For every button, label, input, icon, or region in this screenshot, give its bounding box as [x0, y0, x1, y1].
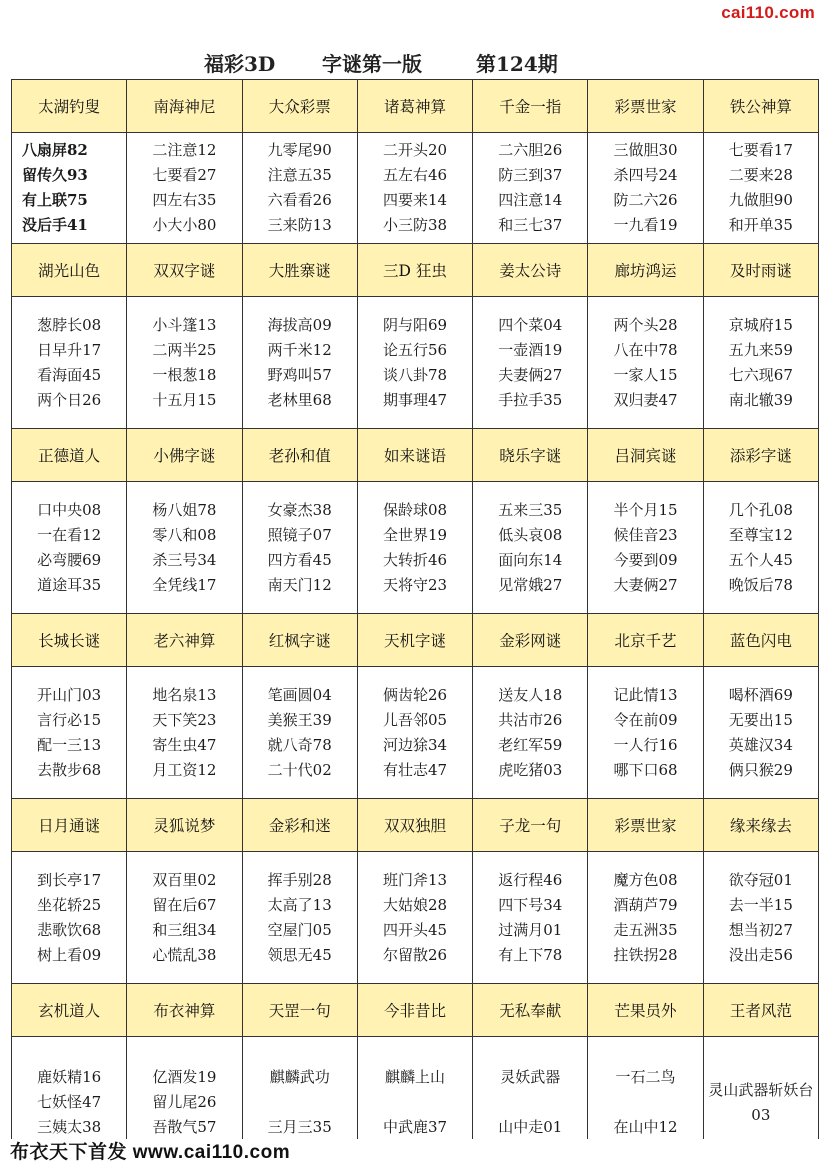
riddle-line: 尔留散26 — [382, 945, 448, 964]
expert-name-cell: 南海神尼 — [127, 80, 242, 133]
riddle-line: 杀三号34 — [152, 550, 217, 569]
riddle-line: 南天门12 — [267, 575, 332, 594]
riddle-line: 海拔高09 — [267, 315, 332, 334]
expert-name-cell: 玄机道人 — [12, 984, 127, 1037]
riddle-cell — [703, 482, 818, 614]
riddle-line: 有上下78 — [498, 945, 563, 964]
riddle-line: 八扇屏82 — [22, 141, 88, 159]
riddle-cell — [242, 482, 357, 614]
riddle-cell — [588, 667, 703, 799]
riddle-line: 四下号34 — [498, 895, 563, 914]
expert-name-cell: 天罡一句 — [242, 984, 357, 1037]
expert-name-cell: 大众彩票 — [242, 80, 357, 133]
riddle-line: 四开头45 — [382, 920, 448, 939]
expert-name-cell: 双双字谜 — [127, 244, 242, 297]
riddle-line: 五左右46 — [382, 166, 448, 184]
expert-name-cell: 金彩网谜 — [473, 614, 588, 667]
riddle-line: 无要出15 — [728, 710, 793, 729]
riddle-line: 手拉手35 — [498, 390, 563, 409]
expert-name-cell: 日月通谜 — [12, 799, 127, 852]
riddle-line: 必弯腰69 — [37, 550, 102, 569]
riddle-line: 双百里02 — [152, 870, 217, 889]
riddle-line: 灵山武器斩妖台03 — [708, 1080, 814, 1124]
header-row — [12, 80, 819, 133]
expert-name-cell: 子龙一句 — [473, 799, 588, 852]
riddle-line: 三做胆30 — [613, 141, 678, 159]
riddle-line: 八在中78 — [613, 340, 678, 359]
header-row — [12, 984, 819, 1037]
lottery-name: 福彩3D — [204, 52, 276, 76]
expert-name-cell: 今非昔比 — [357, 984, 472, 1037]
riddle-row — [12, 297, 819, 429]
header-row — [12, 614, 819, 667]
riddle-line: 悲歌饮68 — [37, 920, 102, 939]
riddle-cell — [242, 133, 357, 244]
riddle-line: 五来三35 — [498, 500, 563, 519]
expert-name-cell: 王者风范 — [703, 984, 818, 1037]
riddle-line: 七要看27 — [152, 166, 217, 184]
riddle-line: 返行程46 — [498, 870, 563, 889]
riddle-line: 就八奇78 — [267, 735, 332, 754]
riddle-cell — [12, 133, 127, 244]
riddle-line: 一根葱18 — [152, 365, 217, 384]
riddle-line: 儿吾邻05 — [382, 710, 448, 729]
riddle-line: 寄生虫47 — [152, 735, 217, 754]
riddle-cell — [473, 297, 588, 429]
riddle-line: 一九看19 — [613, 216, 678, 234]
riddle-line: 四方看45 — [267, 550, 332, 569]
riddle-line: 二注意12 — [152, 141, 217, 159]
riddle-line: 候佳音23 — [613, 525, 678, 544]
riddle-line: 今要到09 — [613, 550, 678, 569]
riddle-line: 四左右35 — [152, 191, 217, 209]
expert-name-cell: 晓乐字谜 — [473, 429, 588, 482]
riddle-cell — [242, 667, 357, 799]
footer-brand: 布衣天下首发 www.cai110.com — [10, 1142, 291, 1163]
expert-name-cell: 芒果员外 — [588, 984, 703, 1037]
riddle-line: 天将守23 — [382, 575, 448, 594]
riddle-line: 照镜子07 — [267, 525, 332, 544]
expert-name-cell: 铁公神算 — [703, 80, 818, 133]
riddle-line: 心慌乱38 — [152, 945, 217, 964]
riddle-cell — [703, 297, 818, 429]
riddle-line: 注意五35 — [267, 166, 332, 184]
riddle-line: 九做胆90 — [728, 191, 793, 209]
riddle-line: 大妻俩27 — [613, 575, 678, 594]
riddle-cell — [127, 482, 242, 614]
expert-name-cell: 添彩字谜 — [703, 429, 818, 482]
riddle-line: 六看看26 — [267, 191, 332, 209]
riddle-line: 俩齿轮26 — [382, 685, 448, 704]
riddle-line: 至尊宝12 — [728, 525, 793, 544]
riddle-line: 有壮志47 — [382, 760, 448, 779]
riddle-line: 太高了13 — [267, 895, 332, 914]
riddle-line: 河边狳34 — [382, 735, 448, 754]
riddle-line: 没出走56 — [728, 945, 793, 964]
riddle-line: 七要看17 — [728, 141, 793, 159]
riddle-line: 留儿尾26 — [152, 1093, 217, 1111]
riddle-line: 日早升17 — [37, 340, 102, 359]
issue-title — [0, 44, 827, 80]
riddle-line: 几个孔08 — [728, 500, 793, 519]
riddle-line: 九零尾90 — [267, 141, 332, 159]
expert-name-cell: 彩票世家 — [588, 80, 703, 133]
riddle-line: 哪下口68 — [613, 760, 678, 779]
expert-name-cell: 红枫字谜 — [242, 614, 357, 667]
riddle-cell — [12, 667, 127, 799]
riddle-line: 谈八卦78 — [382, 365, 448, 384]
riddle-cell — [127, 852, 242, 984]
riddle-line: 留在后67 — [152, 895, 217, 914]
riddle-line: 共沽市26 — [498, 710, 563, 729]
expert-name-cell: 缘来缘去 — [703, 799, 818, 852]
expert-name-cell: 布衣神算 — [127, 984, 242, 1037]
riddle-line: 欲夺冠01 — [728, 870, 793, 889]
riddle-cell — [127, 133, 242, 244]
expert-name-cell: 老六神算 — [127, 614, 242, 667]
expert-name-cell: 三D 狂虫 — [357, 244, 472, 297]
expert-name-cell: 金彩和迷 — [242, 799, 357, 852]
riddle-cell — [357, 297, 472, 429]
riddle-cell — [357, 667, 472, 799]
riddle-row — [12, 667, 819, 799]
riddle-line: 双归妻47 — [613, 390, 678, 409]
riddle-cell — [357, 482, 472, 614]
riddle-line — [358, 1090, 472, 1115]
riddle-line: 小大小80 — [152, 216, 217, 234]
expert-name-cell: 及时雨谜 — [703, 244, 818, 297]
riddle-row — [12, 482, 819, 614]
riddle-line: 山中走01 — [498, 1118, 563, 1136]
riddle-line: 保龄球08 — [382, 500, 448, 519]
expert-name-cell: 正德道人 — [12, 429, 127, 482]
riddle-line: 防三到37 — [498, 166, 563, 184]
riddle-line: 天下笑23 — [152, 710, 217, 729]
riddle-line: 酒葫芦79 — [613, 895, 678, 914]
expert-name-cell: 小佛字谜 — [127, 429, 242, 482]
riddle-line: 七妖怪47 — [37, 1093, 102, 1111]
riddle-line: 杨八姐78 — [152, 500, 217, 519]
riddle-line: 两个日26 — [37, 390, 102, 409]
riddle-line: 和三组34 — [152, 920, 217, 939]
riddle-line: 月工资12 — [152, 760, 217, 779]
riddle-line — [473, 1090, 587, 1115]
site-logo: cai110.com — [721, 3, 815, 22]
riddle-cell — [703, 852, 818, 984]
riddle-line: 和开单35 — [728, 216, 793, 234]
riddle-line: 口中央08 — [37, 500, 102, 519]
riddle-line: 和三七37 — [498, 216, 563, 234]
riddle-line: 二六胆26 — [498, 141, 563, 159]
riddle-line: 两个头28 — [613, 315, 678, 334]
riddle-line: 在山中12 — [613, 1118, 678, 1136]
riddle-line: 晚饭后78 — [728, 575, 793, 594]
riddle-cell — [242, 852, 357, 984]
riddle-cell — [473, 482, 588, 614]
riddle-cell — [12, 297, 127, 429]
riddle-line: 见常娥27 — [498, 575, 563, 594]
riddle-line: 一家人15 — [613, 365, 678, 384]
expert-name-cell: 太湖钓叟 — [12, 80, 127, 133]
riddle-line: 树上看09 — [37, 945, 102, 964]
riddle-line: 二开头20 — [382, 141, 448, 159]
riddle-line: 一在看12 — [37, 525, 102, 544]
riddle-line: 一石二鸟 — [615, 1068, 676, 1086]
riddle-line: 大转折46 — [382, 550, 448, 569]
riddle-cell — [588, 297, 703, 429]
riddle-line: 大姑娘28 — [382, 895, 448, 914]
riddle-line: 送友人18 — [498, 685, 563, 704]
riddle-line: 四个菜04 — [498, 315, 563, 334]
riddle-line: 记此情13 — [613, 685, 678, 704]
riddle-line: 美猴王39 — [267, 710, 332, 729]
riddle-line: 南北辙39 — [728, 390, 793, 409]
riddle-cell — [473, 133, 588, 244]
issue-number: 第124期 — [476, 52, 558, 76]
riddle-line: 四要来14 — [382, 191, 448, 209]
riddle-line: 开山门03 — [37, 685, 102, 704]
expert-name-cell: 灵狐说梦 — [127, 799, 242, 852]
riddle-line: 吾散气57 — [152, 1118, 217, 1136]
riddle-line: 十五月15 — [152, 390, 217, 409]
riddle-row — [12, 133, 819, 244]
riddle-line: 防二六26 — [613, 191, 678, 209]
riddle-line: 夫妻俩27 — [498, 365, 563, 384]
riddle-line: 两千米12 — [267, 340, 332, 359]
riddle-line: 一人行16 — [613, 735, 678, 754]
riddle-line: 野鸡叫57 — [267, 365, 332, 384]
riddle-line: 道途耳35 — [37, 575, 102, 594]
riddle-cell — [588, 852, 703, 984]
riddle-line: 低头哀08 — [498, 525, 563, 544]
riddle-table — [11, 79, 819, 1169]
expert-name-cell: 千金一指 — [473, 80, 588, 133]
riddle-line: 一壶酒19 — [498, 340, 563, 359]
riddle-line: 半个月15 — [613, 500, 678, 519]
riddle-cell — [127, 297, 242, 429]
riddle-line: 俩只猴29 — [728, 760, 793, 779]
riddle-line: 麒麟上山 — [384, 1068, 445, 1086]
riddle-line: 英雄汉34 — [728, 735, 793, 754]
expert-name-cell: 无私奉献 — [473, 984, 588, 1037]
riddle-line: 期事理47 — [382, 390, 448, 409]
expert-name-cell: 大胜寨谜 — [242, 244, 357, 297]
riddle-line: 论五行56 — [382, 340, 448, 359]
expert-name-cell: 彩票世家 — [588, 799, 703, 852]
riddle-line: 过满月01 — [498, 920, 563, 939]
riddle-cell — [473, 852, 588, 984]
riddle-line: 老林里68 — [267, 390, 332, 409]
riddle-line: 领思无45 — [267, 945, 332, 964]
header-row — [12, 244, 819, 297]
edition-name: 字谜第一版 — [322, 52, 422, 76]
riddle-line: 地名泉13 — [152, 685, 217, 704]
riddle-line: 看海面45 — [37, 365, 102, 384]
riddle-line: 没后手41 — [22, 216, 88, 234]
riddle-row — [12, 852, 819, 984]
riddle-line: 老红军59 — [498, 735, 563, 754]
riddle-line: 小三防38 — [382, 216, 448, 234]
expert-name-cell: 湖光山色 — [12, 244, 127, 297]
riddle-line: 到长亭17 — [37, 870, 102, 889]
expert-name-cell: 长城长谜 — [12, 614, 127, 667]
riddle-line: 四注意14 — [498, 191, 563, 209]
riddle-line: 五个人45 — [728, 550, 793, 569]
riddle-line: 三姨太38 — [37, 1118, 102, 1136]
riddle-line: 葱脖长08 — [37, 315, 102, 334]
riddle-cell — [12, 852, 127, 984]
riddle-line: 京城府15 — [728, 315, 793, 334]
header-row — [12, 799, 819, 852]
expert-name-cell: 吕洞宾谜 — [588, 429, 703, 482]
expert-name-cell: 双双独胆 — [357, 799, 472, 852]
footer-bar — [0, 1139, 827, 1169]
riddle-line: 言行必15 — [37, 710, 102, 729]
riddle-line: 挥手别28 — [267, 870, 332, 889]
riddle-line: 班门斧13 — [382, 870, 448, 889]
riddle-line: 二要来28 — [728, 166, 793, 184]
riddle-line: 麒麟武功 — [269, 1068, 330, 1086]
header-row — [12, 429, 819, 482]
riddle-cell — [703, 667, 818, 799]
riddle-line: 有上联75 — [22, 191, 88, 209]
riddle-cell — [357, 852, 472, 984]
riddle-line: 二十代02 — [267, 760, 332, 779]
riddle-line: 空屋门05 — [267, 920, 332, 939]
riddle-line: 虎吃猪03 — [498, 760, 563, 779]
riddle-cell — [127, 667, 242, 799]
riddle-cell — [703, 133, 818, 244]
riddle-line: 亿酒发19 — [152, 1068, 217, 1086]
riddle-line: 女豪杰38 — [267, 500, 332, 519]
riddle-line: 面向东14 — [498, 550, 563, 569]
riddle-line: 魔方色08 — [613, 870, 678, 889]
riddle-line: 小斗篷13 — [152, 315, 217, 334]
riddle-line: 五九来59 — [728, 340, 793, 359]
riddle-line: 二两半25 — [152, 340, 217, 359]
riddle-cell — [588, 133, 703, 244]
riddle-cell — [473, 667, 588, 799]
riddle-line: 坐花轿25 — [37, 895, 102, 914]
riddle-line: 想当初27 — [728, 920, 793, 939]
expert-name-cell: 廊坊鸿运 — [588, 244, 703, 297]
riddle-line: 灵妖武器 — [500, 1068, 561, 1086]
riddle-line: 零八和08 — [152, 525, 217, 544]
expert-name-cell: 诸葛神算 — [357, 80, 472, 133]
riddle-line: 三来防13 — [267, 216, 332, 234]
riddle-line: 配一三13 — [37, 735, 102, 754]
riddle-line: 笔画圆04 — [267, 685, 332, 704]
riddle-line: 令在前09 — [613, 710, 678, 729]
riddle-line: 去一半15 — [728, 895, 793, 914]
expert-name-cell: 蓝色闪电 — [703, 614, 818, 667]
riddle-line — [243, 1090, 357, 1115]
expert-name-cell: 北京千艺 — [588, 614, 703, 667]
riddle-line: 中武鹿37 — [382, 1118, 448, 1136]
riddle-line: 去散步68 — [37, 760, 102, 779]
expert-name-cell: 老孙和值 — [242, 429, 357, 482]
expert-name-cell: 姜太公诗 — [473, 244, 588, 297]
riddle-cell — [588, 482, 703, 614]
riddle-cell — [357, 133, 472, 244]
riddle-line: 杀四号24 — [613, 166, 678, 184]
expert-name-cell: 如来谜语 — [357, 429, 472, 482]
riddle-line: 拄铁拐28 — [613, 945, 678, 964]
riddle-line: 阴与阳69 — [382, 315, 448, 334]
riddle-line — [588, 1090, 702, 1115]
riddle-cell — [242, 297, 357, 429]
riddle-cell — [12, 482, 127, 614]
riddle-line: 喝杯酒69 — [728, 685, 793, 704]
riddle-line: 七六现67 — [728, 365, 793, 384]
riddle-line: 三月三35 — [267, 1118, 332, 1136]
riddle-line: 全世界19 — [382, 525, 448, 544]
riddle-line: 全凭线17 — [152, 575, 217, 594]
riddle-line: 留传久93 — [22, 166, 88, 184]
expert-name-cell: 天机字谜 — [357, 614, 472, 667]
riddle-line: 走五洲35 — [613, 920, 678, 939]
riddle-line: 鹿妖精16 — [37, 1068, 102, 1086]
